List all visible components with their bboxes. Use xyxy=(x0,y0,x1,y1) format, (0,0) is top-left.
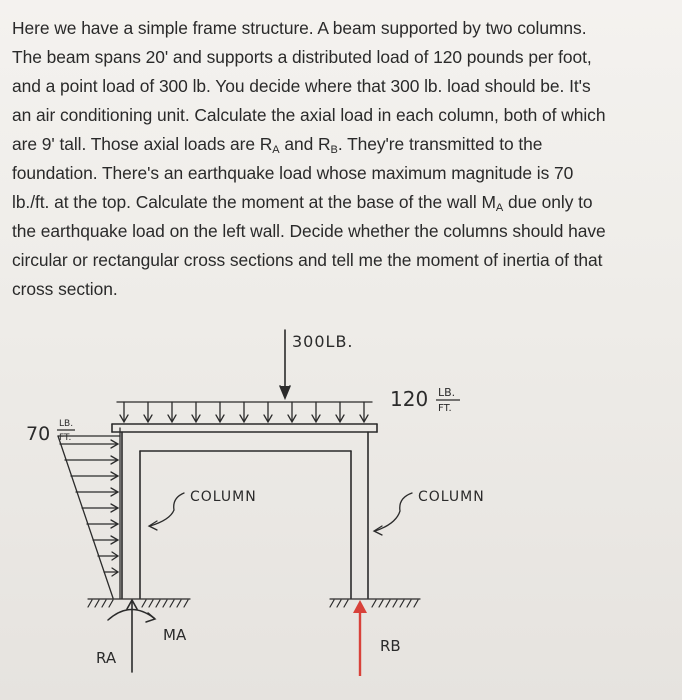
beam xyxy=(112,424,377,451)
ra-symbol: $R_A$ xyxy=(259,134,280,156)
problem-line-7-tail: due only to xyxy=(503,192,593,212)
column-right-label: COLUMN xyxy=(418,489,485,505)
lateral-load-unit-top: LB. xyxy=(59,419,74,429)
problem-line-9: circular or rectangular cross sections and tell me the moment of inertia of that xyxy=(12,250,603,270)
left-column xyxy=(122,432,140,598)
right-column xyxy=(351,432,368,598)
problem-line-7 xyxy=(12,188,678,217)
reaction-left-line xyxy=(127,600,137,672)
lateral-load-diagram xyxy=(58,428,120,598)
problem-line-5-tail: . They're transmitted to the xyxy=(337,134,543,154)
problem-line-1: Here we have a simple frame structure. A beam supported by two columns. xyxy=(12,18,587,38)
problem-line-6: foundation. There's an earthquake load whose maximum magnitude is 70 xyxy=(12,163,574,183)
problem-line-4: an air conditioning unit. Calculate the axial load in each column, both of which xyxy=(12,105,606,125)
distributed-load-arrows xyxy=(117,402,372,422)
right-ground-hatch xyxy=(330,599,420,607)
problem-line-10: cross section. xyxy=(12,279,118,299)
left-ground-hatch xyxy=(88,599,190,607)
problem-line-2: The beam spans 20' and supports a distributed load of 120 pounds per foot, xyxy=(12,47,592,67)
problem-line-5 xyxy=(12,130,678,159)
column-left-label: COLUMN xyxy=(190,489,257,505)
column-left-leader xyxy=(150,493,184,526)
point-load-label: 300LB. xyxy=(292,332,354,351)
problem-line-5-mid: and xyxy=(279,134,319,154)
problem-line-8: the earthquake load on the left wall. Decide whether the columns should have xyxy=(12,221,606,241)
distributed-load-unit-top: LB. xyxy=(438,386,456,399)
rb-symbol: $R_B$ xyxy=(318,134,338,156)
problem-line-3: and a point load of 300 lb. You decide where that 300 lb. load should be. It's xyxy=(12,76,591,96)
problem-statement xyxy=(12,14,678,304)
reaction-left-label: RA xyxy=(96,649,117,667)
reaction-right-label: RB xyxy=(380,637,401,655)
reaction-right-arrow xyxy=(353,600,367,676)
lateral-load-value: 70 xyxy=(26,423,51,445)
lateral-load-unit-bottom: FT. xyxy=(59,433,72,443)
frame-sketch xyxy=(0,300,682,700)
distributed-load-unit-bottom: FT. xyxy=(438,403,452,414)
ma-symbol: $M_A$ xyxy=(481,192,504,214)
problem-line-5-head: are 9' tall. Those axial loads are xyxy=(12,134,260,154)
point-load-arrow xyxy=(280,330,290,398)
distributed-load-value: 120 xyxy=(390,387,429,411)
column-right-leader xyxy=(375,493,412,531)
problem-line-7-head: lb./ft. at the top. Calculate the moment at the base of the wall xyxy=(12,192,482,212)
moment-label: MA xyxy=(163,626,187,644)
